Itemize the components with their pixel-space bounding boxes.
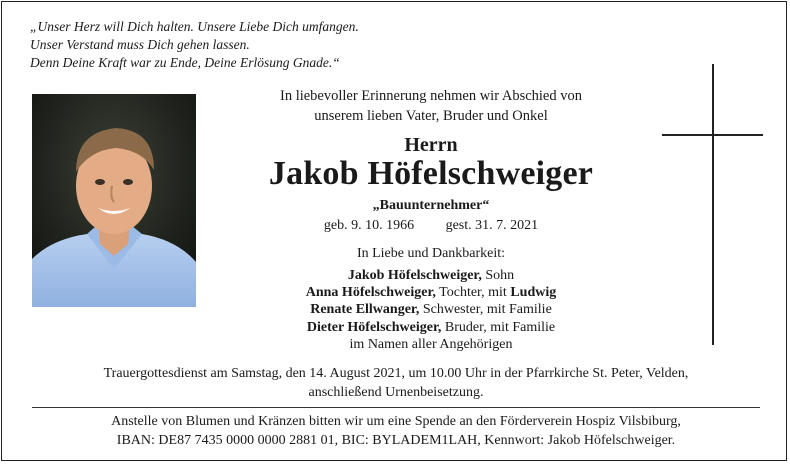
family-member <box>216 319 646 336</box>
member-name: Renate Ellwanger, <box>310 302 420 318</box>
family-member <box>216 301 646 318</box>
service-info <box>32 365 760 402</box>
intro-line: unserem lieben Vater, Bruder und Onkel <box>314 108 548 124</box>
verse <box>30 18 359 72</box>
birth-date: geb. 9. 10. 1966 <box>323 218 415 233</box>
service-line: Trauergottesdienst am Samstag, den 14. August 2021, um 10.00 Uhr in der Pfarrkirche St. Peter, Velden, <box>103 366 689 381</box>
member-relation: Bruder, mit Familie <box>441 319 556 335</box>
family-list <box>216 267 646 353</box>
verse-line: Denn Deine Kraft war zu Ende, Deine Erlösung Gnade.“ <box>30 55 340 70</box>
donation-line: Anstelle von Blumen und Kränzen bitten wir um eine Spende an den Förderverein Hospiz Vilsbiburg, <box>111 414 681 429</box>
life-dates <box>216 218 646 234</box>
family-closing: im Namen aller Angehörigen <box>349 336 513 352</box>
verse-line: Unser Verstand muss Dich gehen lassen. <box>30 37 250 52</box>
intro-text <box>216 86 646 126</box>
portrait-photo <box>32 94 196 307</box>
member-relation: Sohn <box>481 268 515 283</box>
intro-line: In liebevoller Erinnerung nehmen wir Abschied von <box>279 88 582 104</box>
salutation: Herrn <box>404 134 458 156</box>
divider <box>32 407 760 408</box>
member-relation: Schwester, mit Familie <box>419 302 552 318</box>
family-member <box>216 267 646 284</box>
family-member <box>216 284 646 301</box>
nickname: „Bauunternehmer“ <box>372 198 490 213</box>
member-name: Dieter Höfelschweiger, <box>306 319 442 335</box>
member-partner: Ludwig <box>510 285 557 301</box>
obituary-notice <box>1 1 787 461</box>
donation-info <box>32 413 760 450</box>
donation-line: IBAN: DE87 7435 0000 0000 2881 01, BIC: BYLADEM1LAH, Kennwort: Jakob Höfelschweiger. <box>116 432 676 448</box>
cross-icon-bar <box>662 134 763 136</box>
cross-icon <box>712 64 714 345</box>
member-name: Anna Höfelschweiger, <box>305 285 436 301</box>
verse-line: „Unser Herz will Dich halten. Unsere Liebe Dich umfangen. <box>30 19 359 34</box>
death-date: gest. 31. 7. 2021 <box>445 218 539 233</box>
deceased-name: Jakob Höfelschweiger <box>268 155 594 192</box>
member-relation: Tochter, mit <box>435 285 511 301</box>
thanks-line: In Liebe und Dankbarkeit: <box>356 246 506 261</box>
member-name: Jakob Höfelschweiger, <box>347 268 482 283</box>
service-line: anschließend Urnenbeisetzung. <box>308 384 484 400</box>
